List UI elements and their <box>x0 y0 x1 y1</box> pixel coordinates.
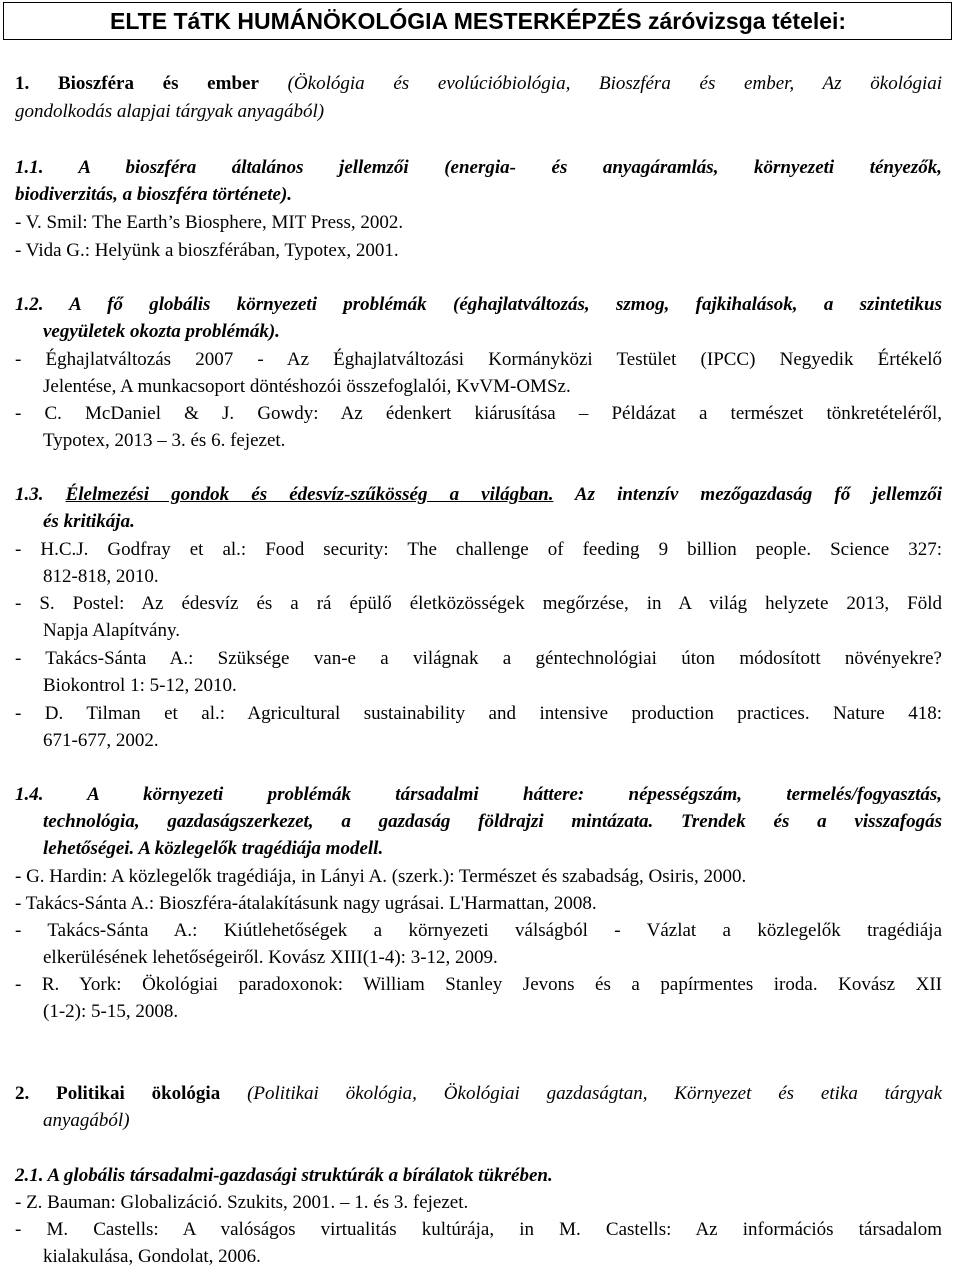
section-2-subjects: (Politikai ökológia, Ökológiai gazdaságtan, Környezet és etika tárgyak <box>247 1083 943 1104</box>
topic-1-4-title-cont: technológia, gazdaságszerkezet, a gazdaság földrajzi mintázata. Trendek és a visszafogás <box>43 811 942 832</box>
section-2-title: Politikai ökológia <box>56 1083 221 1104</box>
reference-item: - Takács-Sánta A.: Kiútlehetőségek a környezeti válságból - Vázlat a közlegelők tragédiája <box>15 920 942 941</box>
section-2-subjects-cont: anyagából) <box>43 1110 130 1131</box>
reference-item: - G. Hardin: A közlegelők tragédiája, in Lányi A. (szerk.): Természet és szabadság, Osiris, 2000. <box>15 866 747 887</box>
topic-1-2-title <box>15 294 942 316</box>
topic-1-3-title-rest: Az intenzív mezőgazdaság fő jellemzői <box>553 484 943 505</box>
reference-item-cont: elkerülésének lehetőségeiről. Kovász XIII(1-4): 3-12, 2009. <box>43 947 498 968</box>
topic-1-4-title <box>15 784 942 806</box>
reference-item: - Éghajlatváltozás 2007 - Az Éghajlatváltozási Kormányközi Testület (IPCC) Negyedik Értékelő <box>15 349 942 370</box>
topic-1-2-title-text: A fő globális környezeti problémák (éghajlatváltozás, szmog, fajkihalások, a szintetikus <box>69 294 943 315</box>
title-box <box>3 2 952 40</box>
topic-2-1-title <box>15 1165 553 1187</box>
reference-item-cont: 671-677, 2002. <box>43 730 159 751</box>
topic-1-1-title <box>15 157 942 179</box>
section-2-number: 2. <box>15 1083 30 1104</box>
reference-item: - H.C.J. Godfray et al.: Food security: The challenge of feeding 9 billion people. Science 327: <box>15 539 942 560</box>
reference-item-cont: 812-818, 2010. <box>43 566 159 587</box>
topic-1-3-number: 1.3. <box>15 484 44 505</box>
topic-1-2-title-cont: vegyületek okozta problémák). <box>43 321 280 342</box>
reference-item: - R. York: Ökológiai paradoxonok: William Stanley Jevons és a papírmentes iroda. Kovász XII <box>15 974 942 995</box>
section-1-title: Bioszféra és ember <box>57 73 259 94</box>
section-2-heading <box>15 1083 942 1105</box>
topic-1-4-title-text: A környezeti problémák társadalmi háttere: népességszám, termelés/fogyasztás, <box>87 784 943 805</box>
topic-1-4-title-cont: lehetőségei. A közlegelők tragédiája modell. <box>43 838 384 859</box>
reference-item: - C. McDaniel & J. Gowdy: Az édenkert kiárusítása – Példázat a természet tönkretételéről, <box>15 403 942 424</box>
page-title: ELTE TáTK HUMÁNÖKOLÓGIA MESTERKÉPZÉS záróvizsga tételei: <box>110 8 847 34</box>
reference-item-cont: Biokontrol 1: 5-12, 2010. <box>43 675 237 696</box>
section-1-number: 1. <box>15 73 30 94</box>
reference-item-cont: (1-2): 5-15, 2008. <box>43 1001 179 1022</box>
topic-1-1-number: 1.1. <box>15 157 44 178</box>
reference-item: - Takács-Sánta A.: Szüksége van-e a világnak a géntechnológiai úton módosított növényekre? <box>15 648 942 669</box>
section-1-subjects-cont: gondolkodás alapjai tárgyak anyagából) <box>15 101 325 122</box>
topic-1-4-number: 1.4. <box>15 784 44 805</box>
reference-item: - M. Castells: A valóságos virtualitás kultúrája, in M. Castells: Az információs társadalom <box>15 1219 942 1240</box>
topic-1-3-title <box>15 484 942 506</box>
topic-2-1-title-text: A globális társadalmi-gazdasági struktúrák a bírálatok tükrében. <box>47 1165 553 1186</box>
reference-item-cont: kialakulása, Gondolat, 2006. <box>43 1246 261 1267</box>
topic-1-1-title-cont: biodiverzitás, a bioszféra története). <box>15 184 293 205</box>
reference-item-cont: Jelentése, A munkacsoport döntéshozói összefoglalói, KvVM-OMSz. <box>43 376 571 397</box>
topic-1-3-title-cont: és kritikája. <box>43 511 135 532</box>
reference-item: - Takács-Sánta A.: Bioszféra-átalakításunk nagy ugrásai. L'Harmattan, 2008. <box>15 893 597 914</box>
reference-item: - Z. Bauman: Globalizáció. Szukits, 2001. – 1. és 3. fejezet. <box>15 1192 469 1213</box>
topic-1-3-title-underlined: Élelmezési gondok és édesvíz-szűkösség a világban. <box>65 484 554 505</box>
reference-item-cont: Typotex, 2013 – 3. és 6. fejezet. <box>43 430 286 451</box>
reference-item-cont: Napja Alapítvány. <box>43 620 181 641</box>
reference-item: - V. Smil: The Earth’s Biosphere, MIT Press, 2002. <box>15 212 404 233</box>
reference-item: - Vida G.: Helyünk a bioszférában, Typotex, 2001. <box>15 240 399 261</box>
reference-item: - S. Postel: Az édesvíz és a rá épülő életközösségek megőrzése, in A világ helyzete 2013, Föld <box>15 593 942 614</box>
topic-1-2-number: 1.2. <box>15 294 44 315</box>
section-1-heading <box>15 73 942 95</box>
reference-item: - D. Tilman et al.: Agricultural sustainability and intensive production practices. Nature 418: <box>15 703 942 724</box>
topic-1-1-title-text: A bioszféra általános jellemzői (energia- és anyagáramlás, környezeti tényezők, <box>78 157 943 178</box>
topic-2-1-number: 2.1. <box>15 1165 44 1186</box>
section-1-subjects: (Ökológia és evolúcióbiológia, Bioszféra és ember, Az ökológiai <box>287 73 943 94</box>
